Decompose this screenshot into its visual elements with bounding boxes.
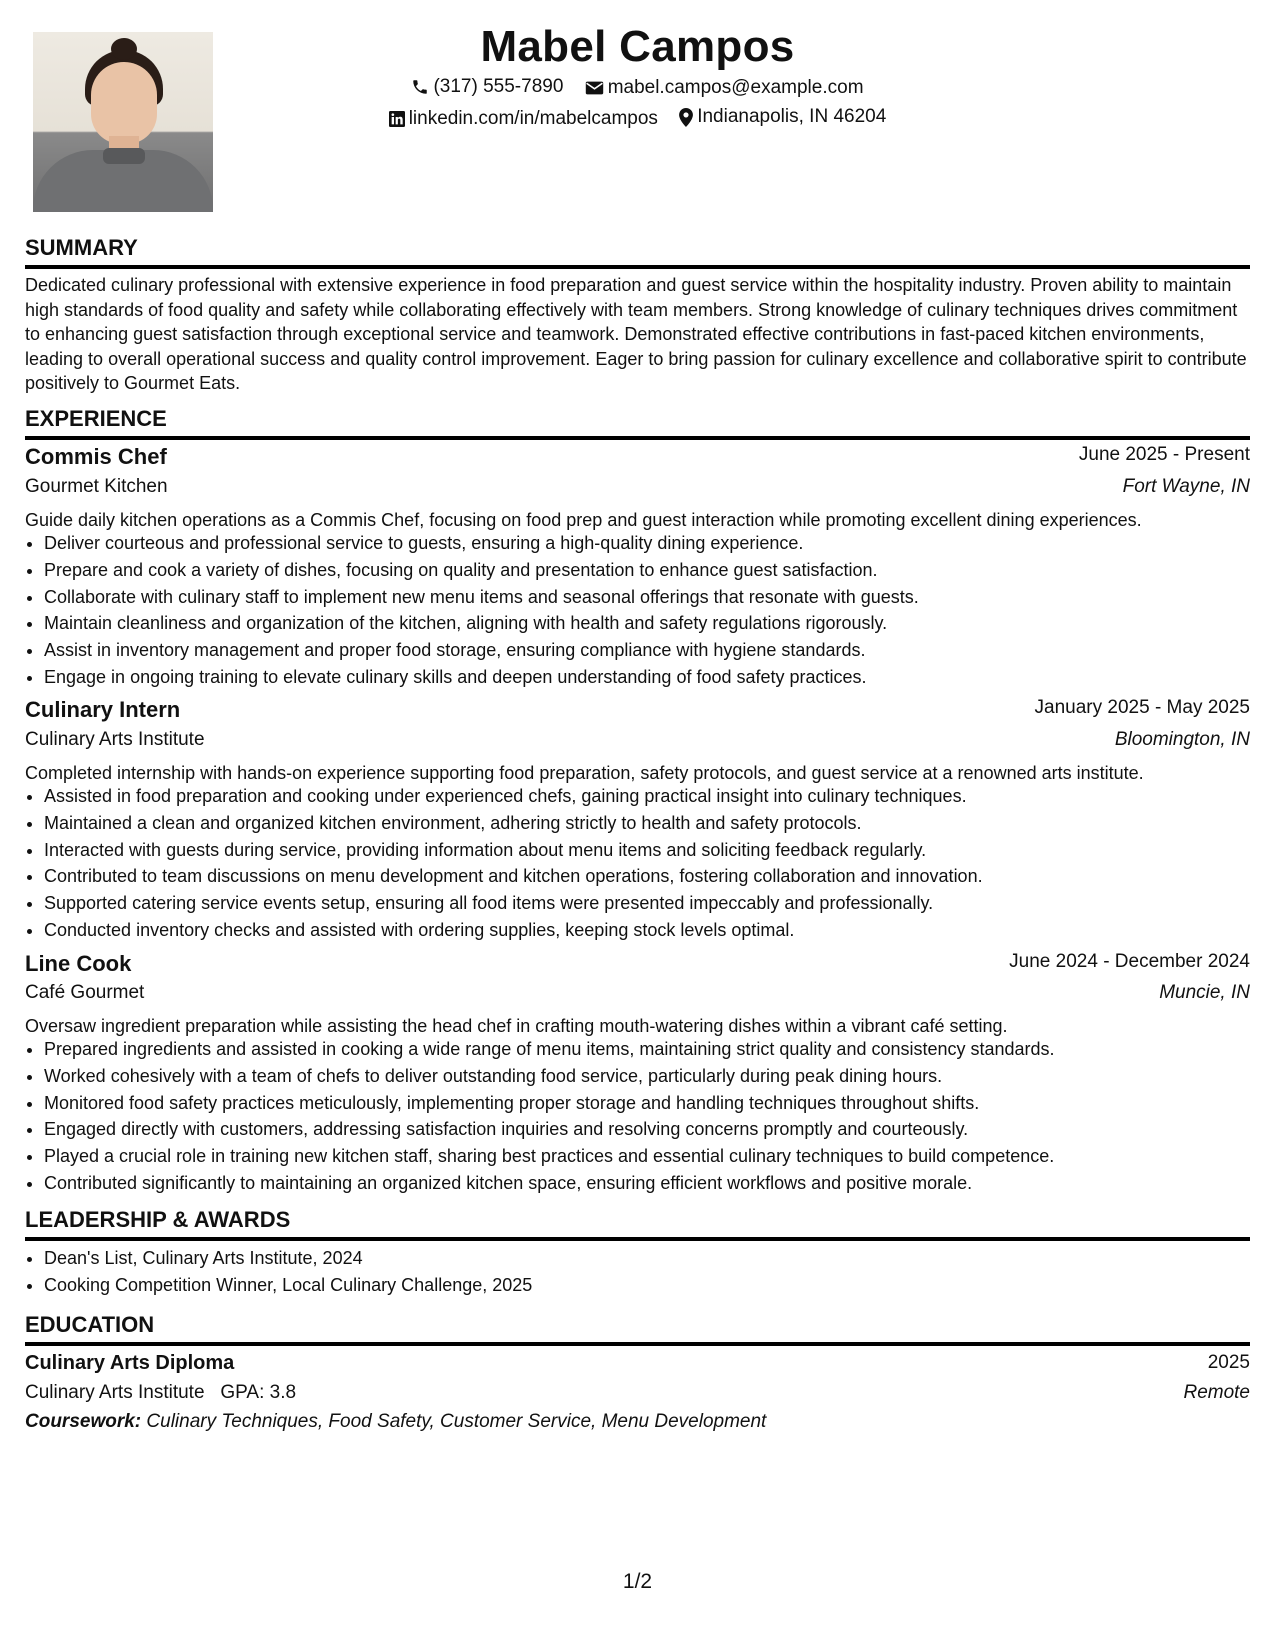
list-item: • Cooking Competition Winner, Local Culinary Challenge, 2025 [44, 1272, 1269, 1299]
list-item: • Maintain cleanliness and organization of the kitchen, aligning with health and safety regulations rigorously. [44, 610, 1269, 637]
list-item: • Played a crucial role in training new kitchen staff, sharing best practices and essential culinary techniques to build competence. [44, 1143, 1269, 1170]
contact-line-2 [0, 106, 1275, 133]
summary-heading: SUMMARY [25, 235, 1250, 269]
job-location: Fort Wayne, IN [1122, 476, 1250, 497]
linkedin-contact[interactable] [389, 108, 658, 130]
degree-name: Culinary Arts Diploma [25, 1352, 235, 1374]
education-heading: EDUCATION [25, 1312, 1250, 1346]
list-item: • Collaborate with culinary staff to implement new menu items and seasonal offerings that resonate with guests. [44, 584, 1269, 611]
job-subheader [25, 476, 1250, 498]
list-item: • Supported catering service events setup, ensuring all food items were presented impeccably and professionally. [44, 890, 1269, 917]
education-year: 2025 [1207, 1352, 1250, 1373]
awards-heading: LEADERSHIP & AWARDS [25, 1207, 1250, 1241]
job-bullets [25, 1036, 1269, 1197]
school-name: Culinary Arts Institute [25, 1382, 205, 1403]
list-item: • Monitored food safety practices meticulously, implementing proper storage and handling techniques throughout shifts. [44, 1090, 1269, 1117]
job-description: Completed internship with hands-on experience supporting food preparation, safety protocols, and guest service at a renowned arts institute. [25, 763, 1144, 783]
list-item: • Deliver courteous and professional service to guests, ensuring a high-quality dining experience. [44, 530, 1269, 557]
list-item: • Contributed to team discussions on menu development and kitchen operations, fostering collaboration and innovation. [44, 863, 1269, 890]
contact-line-1 [0, 76, 1275, 102]
job-description: Guide daily kitchen operations as a Commis Chef, focusing on food prep and guest interaction while promoting excellent dining experiences. [25, 510, 1142, 530]
school-info [25, 1382, 296, 1404]
company-name: Gourmet Kitchen [25, 476, 168, 497]
list-item: • Engage in ongoing training to elevate culinary skills and deepen understanding of food safety practices. [44, 664, 1269, 691]
map-pin-icon [679, 108, 693, 127]
job-dates: June 2025 - Present [1078, 444, 1250, 465]
job-dates: June 2024 - December 2024 [1009, 951, 1250, 972]
job-dates: January 2025 - May 2025 [1034, 697, 1250, 718]
list-item: • Interacted with guests during service, providing information about menu items and soliciting feedback regularly. [44, 837, 1269, 864]
job-header [25, 697, 1250, 723]
list-item: • Contributed significantly to maintaining an organized kitchen space, ensuring efficient workflows and positive morale. [44, 1170, 1269, 1197]
job-title: Line Cook [25, 951, 132, 976]
page-number: 1/2 [622, 1570, 653, 1593]
job-subheader [25, 982, 1250, 1004]
phone-contact [411, 76, 563, 98]
job-header [25, 951, 1250, 977]
coursework-list: Culinary Techniques, Food Safety, Customer Service, Menu Development [146, 1411, 767, 1432]
list-item: • Dean's List, Culinary Arts Institute, 2024 [44, 1245, 1269, 1272]
job-header [25, 444, 1250, 470]
coursework [25, 1411, 1250, 1433]
linkedin-icon [389, 111, 405, 127]
envelope-icon [585, 80, 604, 96]
resume-page [25, 0, 1250, 1650]
list-item: • Worked cohesively with a team of chefs to deliver outstanding food service, particularly during peak dining hours. [44, 1063, 1269, 1090]
list-item: • Conducted inventory checks and assisted with ordering supplies, keeping stock levels optimal. [44, 917, 1269, 944]
job-location: Bloomington, IN [1114, 729, 1250, 750]
phone-icon [411, 78, 429, 96]
summary-text: Dedicated culinary professional with extensive experience in food preparation and guest service within the hospitality industry. Proven ability to maintain high standards of food quality and safety while collaborating effectively with team members. Strong knowledge of culinary techniques drives commitment to enhancing guest satisfaction through exceptional service and teamwork. Demonstrated effective contributions in fast-paced kitchen environments, leading to overall operational success and quality control improvement. Eager to bring passion for culinary excellence and collaborative spirit to contribute positively to Gourmet Eats. [25, 275, 1247, 393]
job-subheader [25, 729, 1250, 751]
email-contact[interactable] [585, 77, 864, 99]
company-name: Culinary Arts Institute [25, 729, 205, 750]
list-item: • Prepared ingredients and assisted in cooking a wide range of menu items, maintaining strict quality and consistency standards. [44, 1036, 1269, 1063]
job-description: Oversaw ingredient preparation while assisting the head chef in crafting mouth-watering dishes within a vibrant café setting. [25, 1016, 1008, 1036]
job-bullets [25, 783, 1269, 944]
linkedin-text[interactable]: linkedin.com/in/mabelcampos [408, 107, 658, 129]
awards-list [25, 1245, 1269, 1299]
coursework-label: Coursework: [25, 1411, 142, 1432]
gpa: GPA: 3.8 [220, 1382, 297, 1403]
experience-heading: EXPERIENCE [25, 406, 1250, 440]
list-item: • Assisted in food preparation and cooking under experienced chefs, gaining practical insight into culinary techniques. [44, 783, 1269, 810]
education-location: Remote [1183, 1382, 1250, 1403]
location-contact [679, 106, 886, 128]
job-title: Culinary Intern [25, 697, 181, 722]
list-item: • Maintained a clean and organized kitchen environment, adhering strictly to health and safety protocols. [44, 810, 1269, 837]
location-text: Indianapolis, IN 46204 [697, 106, 887, 127]
company-name: Café Gourmet [25, 982, 145, 1003]
list-item: • Engaged directly with customers, addressing satisfaction inquiries and resolving concerns promptly and courteously. [44, 1116, 1269, 1143]
job-bullets [25, 530, 1269, 691]
phone-text: (317) 555-7890 [433, 76, 564, 97]
education-subheader [25, 1382, 1250, 1404]
list-item: • Assist in inventory management and proper food storage, ensuring compliance with hygiene standards. [44, 637, 1269, 664]
education-header [25, 1352, 1250, 1375]
list-item: • Prepare and cook a variety of dishes, focusing on quality and presentation to enhance guest satisfaction. [44, 557, 1269, 584]
email-text[interactable]: mabel.campos@example.com [607, 77, 864, 98]
job-title: Commis Chef [25, 444, 167, 469]
job-location: Muncie, IN [1159, 982, 1250, 1003]
candidate-name: Mabel Campos [480, 22, 795, 71]
